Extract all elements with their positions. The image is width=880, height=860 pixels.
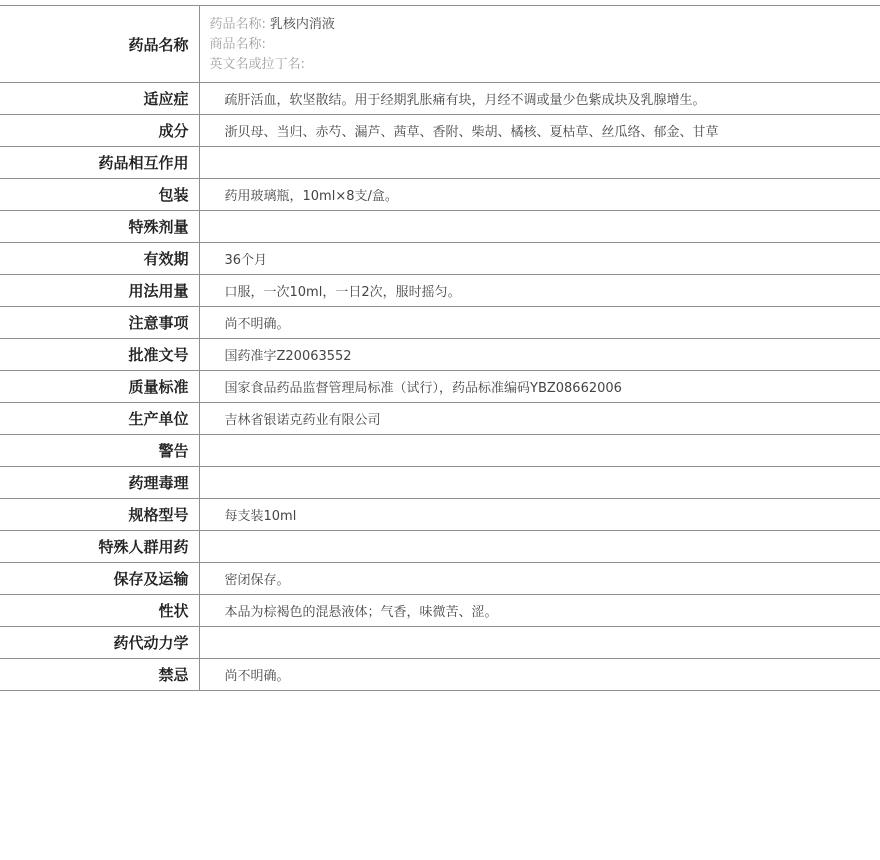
drug-name-cell bbox=[199, 6, 880, 83]
quality-standard-row bbox=[0, 371, 880, 403]
approval-number-row bbox=[0, 339, 880, 371]
special-population-row bbox=[0, 531, 880, 563]
packaging-value: 药用玻璃瓶，10ml×8支/盒。 bbox=[199, 179, 880, 211]
usage-value: 口服，一次10ml，一日2次，服时摇匀。 bbox=[199, 275, 880, 307]
storage-value: 密闭保存。 bbox=[199, 563, 880, 595]
generic-name-key: 药品名称: bbox=[209, 17, 266, 32]
shelf-life-row bbox=[0, 243, 880, 275]
pharmacokinetics-label: 药代动力学 bbox=[0, 627, 199, 659]
generic-name-value: 乳核内消液 bbox=[269, 17, 335, 32]
storage-row bbox=[0, 563, 880, 595]
shelf-life-value: 36个月 bbox=[199, 243, 880, 275]
warning-row bbox=[0, 435, 880, 467]
ingredients-label: 成分 bbox=[0, 115, 199, 147]
usage-label: 用法用量 bbox=[0, 275, 199, 307]
contraindications-row bbox=[0, 659, 880, 691]
description-label: 性状 bbox=[0, 595, 199, 627]
precautions-row bbox=[0, 307, 880, 339]
pharmacokinetics-value bbox=[199, 627, 880, 659]
specification-label: 规格型号 bbox=[0, 499, 199, 531]
specification-value: 每支装10ml bbox=[199, 499, 880, 531]
manufacturer-label: 生产单位 bbox=[0, 403, 199, 435]
english-name-line bbox=[210, 55, 880, 75]
interactions-row bbox=[0, 147, 880, 179]
special-dosage-label: 特殊剂量 bbox=[0, 211, 199, 243]
usage-row bbox=[0, 275, 880, 307]
interactions-label: 药品相互作用 bbox=[0, 147, 199, 179]
approval-number-label: 批准文号 bbox=[0, 339, 199, 371]
ingredients-row bbox=[0, 115, 880, 147]
packaging-row bbox=[0, 179, 880, 211]
indication-row bbox=[0, 83, 880, 115]
ingredients-value: 浙贝母、当归、赤芍、漏芦、茜草、香附、柴胡、橘核、夏枯草、丝瓜络、郁金、甘草 bbox=[199, 115, 880, 147]
indication-value: 疏肝活血，软坚散结。用于经期乳胀痛有块，月经不调或量少色紫成块及乳腺增生。 bbox=[199, 83, 880, 115]
pharmacology-value bbox=[199, 467, 880, 499]
description-value: 本品为棕褐色的混悬液体；气香，味微苦、涩。 bbox=[199, 595, 880, 627]
contraindications-value: 尚不明确。 bbox=[199, 659, 880, 691]
special-population-value bbox=[199, 531, 880, 563]
warning-value bbox=[199, 435, 880, 467]
quality-standard-value: 国家食品药品监督管理局标准（试行），药品标准编码YBZ08662006 bbox=[199, 371, 880, 403]
interactions-value bbox=[199, 147, 880, 179]
warning-label: 警告 bbox=[0, 435, 199, 467]
drug-name-label: 药品名称 bbox=[0, 6, 199, 83]
special-dosage-value bbox=[199, 211, 880, 243]
pharmacology-row bbox=[0, 467, 880, 499]
precautions-value: 尚不明确。 bbox=[199, 307, 880, 339]
contraindications-label: 禁忌 bbox=[0, 659, 199, 691]
pharmacokinetics-row bbox=[0, 627, 880, 659]
manufacturer-value: 吉林省银诺克药业有限公司 bbox=[199, 403, 880, 435]
precautions-label: 注意事项 bbox=[0, 307, 199, 339]
drug-info-table bbox=[0, 5, 880, 691]
quality-standard-label: 质量标准 bbox=[0, 371, 199, 403]
specification-row bbox=[0, 499, 880, 531]
generic-name-line bbox=[210, 15, 880, 35]
trade-name-line bbox=[210, 35, 880, 55]
shelf-life-label: 有效期 bbox=[0, 243, 199, 275]
pharmacology-label: 药理毒理 bbox=[0, 467, 199, 499]
trade-name-key: 商品名称: bbox=[209, 37, 266, 52]
special-dosage-row bbox=[0, 211, 880, 243]
manufacturer-row bbox=[0, 403, 880, 435]
approval-number-value: 国药准字Z20063552 bbox=[199, 339, 880, 371]
description-row bbox=[0, 595, 880, 627]
special-population-label: 特殊人群用药 bbox=[0, 531, 199, 563]
storage-label: 保存及运输 bbox=[0, 563, 199, 595]
packaging-label: 包装 bbox=[0, 179, 199, 211]
indication-label: 适应症 bbox=[0, 83, 199, 115]
drug-name-row bbox=[0, 6, 880, 83]
english-name-key: 英文名或拉丁名: bbox=[209, 57, 305, 72]
